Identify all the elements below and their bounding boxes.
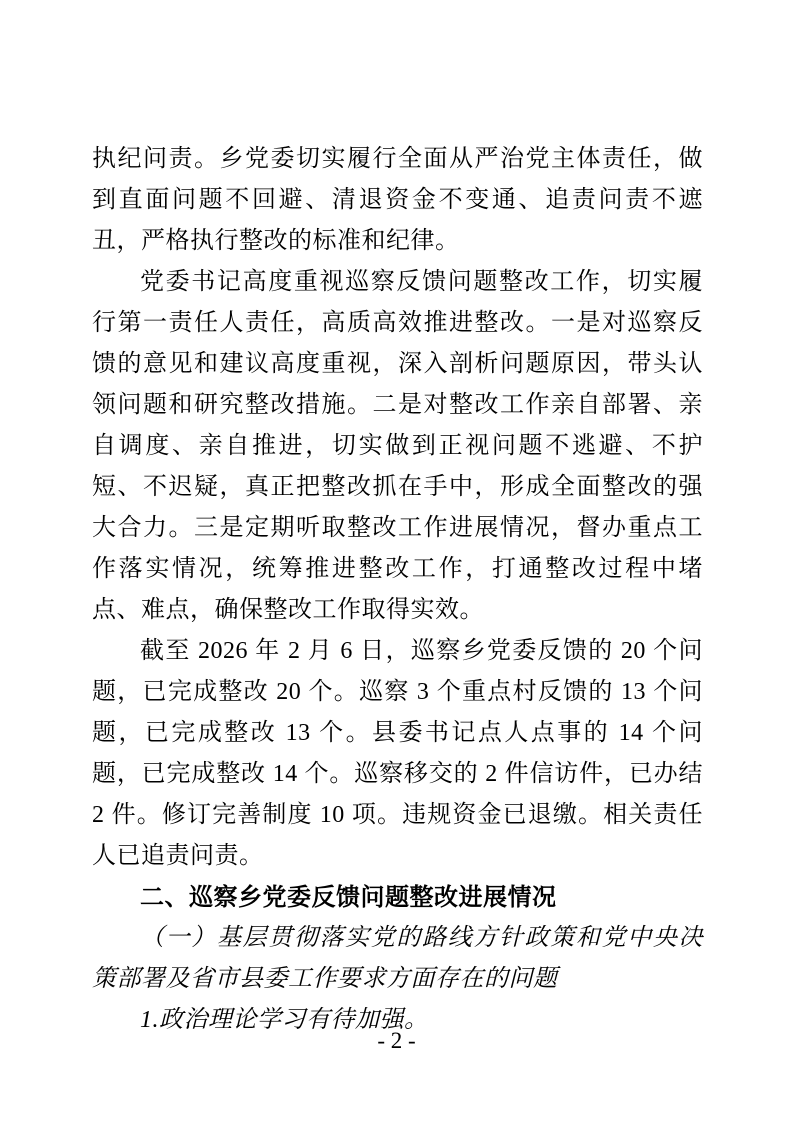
- body-paragraph: 党委书记高度重视巡察反馈问题整改工作，切实履行第一责任人责任，高质高效推进整改。一是对巡察反馈的意见和建议高度重视，深入剖析问题原因，带头认领问题和研究整改措施。二是对整改工作亲自部署、亲自调度、亲自推进，切实做到正视问题不逃避、不护短、不迟疑，真正把整改抓在手中，形成全面整改的强大合力。三是定期听取整改工作进展情况，督办重点工作落实情况，统筹推进整改工作，打通整改过程中堵点、难点，确保整改工作取得实效。: [92, 269, 703, 623]
- numbered-item: 1.政治理论学习有待加强。: [140, 1007, 429, 1033]
- page-number: - 2 -: [377, 1028, 416, 1053]
- stats-paragraph: 截至 2026 年 2 月 6 日，巡察乡党委反馈的 20 个问题，已完成整改 20 个。巡察 3 个重点村反馈的 13 个问题，已完成整改 13 个。县委书记点人点事的 14 个问题，已完成整改 14 个。巡察移交的 2 件信访件，已办结 2 件。修订完善制度 10 项。违规资金已退缴。相关责任人已追责问责。: [92, 638, 703, 869]
- section-heading: 二、巡察乡党委反馈问题整改进展情况: [140, 884, 557, 911]
- subsection-heading: （一）基层贯彻落实党的路线方针政策和党中央决策部署及省市县委工作要求方面存在的问题: [92, 925, 703, 992]
- document-body: [92, 139, 703, 1041]
- body-paragraph-continued: 执纪问责。乡党委切实履行全面从严治党主体责任，做到直面问题不回避、清退资金不变通、追责问责不遮丑，严格执行整改的标准和纪律。: [92, 146, 703, 254]
